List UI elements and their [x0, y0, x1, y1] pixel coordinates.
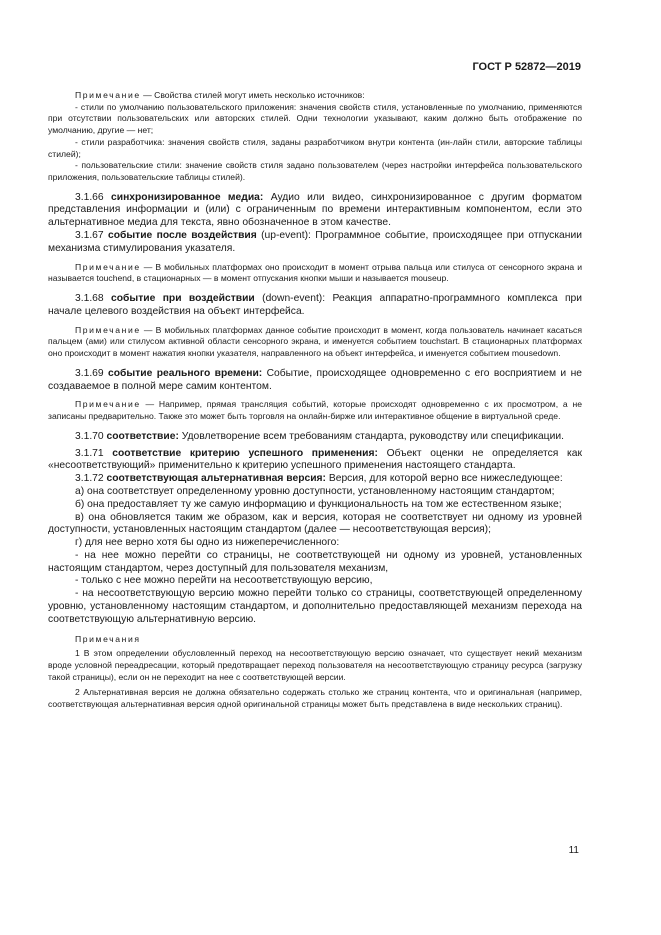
definition-number: 3.1.69 — [75, 367, 109, 379]
definition-number: 3.1.71 — [75, 447, 113, 459]
note-list-item: - пользовательские стили: значение свойств стиля задано пользователем (через настройки интерфейса пользовательского приложения, пользовательские таблицы стилей). — [48, 160, 582, 182]
definition-3-1-69 — [48, 368, 582, 394]
definition-text: Версия, для которой верно все нижеследующее: — [325, 473, 563, 485]
note-item: 2 Альтернативная версия не должна обязательно содержать столько же страниц контента, что и оригинальная (например, соответствующая альтернативная версия одной оригинальной страницы может быть представлена в виде нескольких страниц). — [48, 687, 582, 710]
definition-3-1-67 — [48, 230, 582, 256]
definition-list-item: г) для нее верно хотя бы одно из нижеперечисленного: — [75, 537, 340, 549]
definition-list-item: - только с нее можно перейти на несоответствующую версию, — [75, 575, 373, 587]
definition-number: 3.1.70 — [75, 430, 107, 442]
note-label: Примечание — [75, 399, 141, 410]
definition-list-item: а) она соответствует определенному уровню доступности, установленному настоящим стандартом; — [75, 485, 555, 497]
note-label: Примечание — [75, 90, 141, 100]
note-text: — Например, прямая трансляция событий, которые происходят одновременно с их просмотром, а не записаны предварительно. Также это может быть торговля на онлайн-бирже или интерактивное общение в виртуальной среде. — [48, 399, 582, 422]
note-text: — Свойства стилей могут иметь несколько источников: — [140, 90, 365, 100]
definition-term: синхронизированное медиа: — [111, 191, 264, 203]
standard-header: ГОСТ Р 52872—2019 — [472, 61, 581, 73]
definition-3-1-66 — [48, 192, 582, 230]
definition-text: (up-event): Программное событие, происходящее при отпускании механизма стимулирования указателя. — [48, 230, 582, 254]
definition-term: соответствие: — [106, 430, 179, 442]
definition-term: событие после воздействия — [108, 230, 257, 242]
definition-3-1-71 — [48, 448, 582, 474]
definition-list-item: - на несоответствующую версию можно перейти только со страницы, соответствующей определенному уровню, установленному настоящим стандартом, и дополнительно предоставляющей механизм перехода на соответствующую альтернативную версию. — [48, 588, 582, 625]
definition-number: 3.1.72 — [75, 473, 107, 485]
note-text: — В мобильных платформах оно происходит в момент отрыва пальца или стилуса от сенсорного экрана и называется touchend, в стационарных — в момент отпускания кнопки мыши и называется mouseup. — [48, 261, 582, 284]
definition-text: Объект оценки не определяется как «несоответствующий» применительно к критерию успешного применения настоящего стандарта. — [48, 447, 582, 472]
definition-term: соответствующая альтернативная версия: — [106, 473, 326, 485]
note-realtime-event — [48, 399, 582, 422]
definition-term: событие реального времени: — [108, 367, 263, 379]
definition-3-1-72 — [48, 473, 582, 486]
definition-number: 3.1.68 — [75, 293, 112, 305]
note-down-event — [48, 325, 582, 360]
note-style-sources — [48, 90, 582, 102]
definition-text: (down-event): Реакция аппаратно-программного комплекса при начале целевого воздействия на объект интерфейса. — [48, 293, 582, 317]
note-list-item: - стили разработчика: значения свойств стиля, заданы разработчиком внутри контента (ин-лайн стили, авторские таблицы стилей); — [48, 136, 582, 159]
page-number: 11 — [568, 845, 579, 856]
definition-number: 3.1.67 — [75, 230, 108, 242]
note-list-item: - стили по умолчанию пользовательского приложения: значения свойств стиля, установленные по умолчанию, применяются при отсутствии пользовательских или авторских стилей. Одни технологии указывают, каким должно быть отображение по умолчанию, другие — нет; — [48, 101, 582, 136]
definition-term: событие при воздействии — [111, 293, 255, 305]
definition-list-item: - на нее можно перейти со страницы, не соответствующей ни одному из уровней, установленных настоящим стандартом, через доступный для пользователя механизм, — [48, 549, 582, 574]
note-label: Примечание — [75, 261, 141, 272]
definition-text: Аудио или видео, синхронизированное с другим форматом представления информации и (или) с ограниченным по времени интерактивным компонентом, если это альтернативное медиа для текста, явно обозначенное в этом качестве. — [48, 191, 582, 229]
definition-text: Удовлетворение всем требованиям стандарта, руководству или спецификации. — [178, 430, 564, 442]
definition-term: соответствие критерию успешного применения: — [112, 447, 378, 459]
definition-3-1-68 — [48, 293, 582, 319]
notes-heading: Примечания — [75, 633, 141, 644]
definition-list-item: в) она обновляется таким же образом, как и версия, которая не соответствует ни одному из уровней доступности, установленных настоящим стандартом (далее — несоответствующая версия); — [48, 511, 582, 536]
definition-text: Событие, происходящее одновременно с его восприятием и не создаваемое в полной мере самим контентом. — [48, 367, 582, 392]
note-up-event — [48, 262, 582, 285]
note-item: 1 В этом определении обусловленный переход на несоответствующую версию означает, что существует некий механизм вроде условной переадресации, который предотвращает переход пользователя на несоответствующую страницу ресурса (загрузку такой страницы), если он не переходит на нее с соответствующей версии. — [48, 648, 582, 682]
definition-3-1-70 — [48, 431, 582, 444]
note-text: — В мобильных платформах данное событие происходит в момент, когда пользователь начинает касаться пальцем (ами) или стилусом активной области сенсорного экрана, и именуется событием touchstart. В стационарных платформах оно происходит в момент нажатия кнопки указателя, направленного на объект интерфейса, и именуется событием mousedown. — [48, 324, 582, 359]
definition-number: 3.1.66 — [75, 191, 112, 203]
page-content — [48, 90, 582, 711]
note-label: Примечание — [75, 324, 141, 335]
definition-list-item: б) она предоставляет ту же самую информацию и функциональность на том же естественном языке; — [75, 498, 562, 510]
